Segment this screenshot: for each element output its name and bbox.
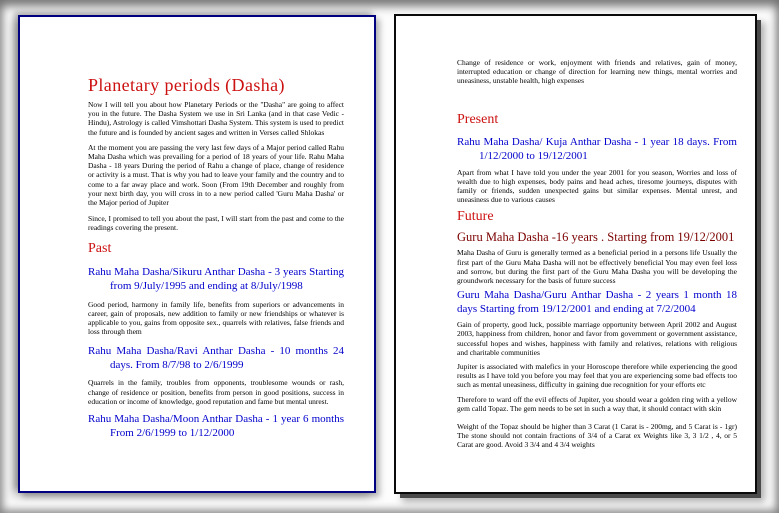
document-page-right bbox=[394, 14, 757, 494]
guru-maha-dasha-body: Maha Dasha of Guru is generally termed as a beneficial period in a persons life Usually the first part of the Guru Maha Dasha will not be effectively beneficial You may even feel loss and sorrow, but during the first part of the Guru Maha Dasha you will be developing the groundwork necessary for the basis of future success bbox=[457, 248, 737, 286]
page-title: Planetary periods (Dasha) bbox=[88, 75, 285, 95]
dasha-entry-heading: Rahu Maha Dasha/ Kuja Anthar Dasha - 1 year 18 days. From 1/12/2000 to 19/12/2001 bbox=[457, 135, 737, 162]
jupiter-malefics-paragraph: Jupiter is associated with malefics in your Horoscope therefore while experiencing the good results as I have told you before you may feel that you are experiencing some bad effects too such as mental uneasiness, difficulty in gaining due recognition for your efforts etc bbox=[457, 362, 737, 390]
dasha-entry-heading: Rahu Maha Dasha/Sikuru Anthar Dasha - 3 years Starting from 9/July/1995 and ending at 8/July/1998 bbox=[88, 265, 344, 292]
dasha-entry-body: Gain of property, good luck, possible marriage opportunity between April 2002 and August 2003, happiness from children, honor and favor from government or government assistance, successful hopes and wishes, happiness with family and relatives, relations with religious and charitable communities bbox=[457, 320, 737, 357]
document-page-left bbox=[18, 15, 376, 493]
current-period-paragraph: At the moment you are passing the very last few days of a Major period called Rahu Maha Dasha which was prevailing for a period of 18 years of your life. Rahu Maha Dasha - 18 years During the period of Rahu a change of place, change of residence or activity is a must. That is why you had to leave your family and the country and to come to a far away place and work. Soon (From 19th December and roughly from your next birth day, you will cross in to a new period called 'Guru Maha Dasha' or the Major period of Jupiter bbox=[88, 142, 344, 208]
transition-paragraph: Since, I promised to tell you about the past, I will start from the past and come to the readings covering the present. bbox=[88, 214, 344, 233]
dasha-entry-body: Change of residence or work, enjoyment with friends and relatives, gain of money, interrupted education or change of direction for learning new things, mental worries and uneasiness, unstable health, high expenses bbox=[457, 58, 737, 86]
dasha-entry-body: Apart from what I have told you under the year 2001 for you season, Worries and loss of wealth due to high expenses, body pains and head aches, tiresome journeys, disputes with family or friends, sudden unexpected gains but similar expenses. Mental unrest, and uneasiness due to various causes bbox=[457, 167, 737, 205]
guru-maha-dasha-heading: Guru Maha Dasha -16 years . Starting from 19/12/2001 bbox=[457, 230, 735, 245]
present-section-heading: Present bbox=[457, 111, 499, 127]
dasha-entry-body: Good period, harmony in family life, benefits from superiors or advancements in career, gain of proposals, new addition to family or new friendships or whatever is applicable to you, gains from opposite sex., quarrels with relatives, false friends and loss through them bbox=[88, 299, 344, 337]
dasha-entry-heading: Rahu Maha Dasha/Ravi Anthar Dasha - 10 months 24 days. From 8/7/98 to 2/6/1999 bbox=[88, 345, 344, 372]
past-section-heading: Past bbox=[88, 240, 112, 256]
intro-paragraph: Now I will tell you about how Planetary Periods or the "Dasha" are going to affect you in the future. The Dasha System we use in Sri Lanka (and in that case Vedic - Hindu), Astrology is called Vimshottari Dasha System. This system is used to predict the future and is founded by ancient sages and written in Verses called Shlokas bbox=[88, 100, 344, 137]
dasha-entry-heading: Guru Maha Dasha/Guru Anthar Dasha - 2 years 1 month 18 days Starting from 19/12/2001 and ending at 7/2/2004 bbox=[457, 289, 737, 316]
topaz-weight-paragraph: Weight of the Topaz should be higher than 3 Carat (1 Carat is - 200mg, and 5 Carat is - 1gr) The stone should not contain fractions of 3/4 of a Carat ex Weights like 3, 3 1/2 , 4, or 5 Carat are good. Avoid 3 3/4 and 4 3/4 weights bbox=[457, 422, 737, 450]
topaz-remedy-paragraph: Therefore to ward off the evil effects of Jupiter, you should wear a golden ring with a yellow gem calld Topaz. The gem needs to be set in such a way that, it should contact with skin bbox=[457, 394, 737, 413]
dasha-entry-body: Quarrels in the family, troubles from opponents, troublesome wounds or rash, change of residence or position, benefits from person in good positions, success in education or income of knowledge, good reputation and fame but mental unrest. bbox=[88, 378, 344, 406]
future-section-heading: Future bbox=[457, 209, 494, 225]
dasha-entry-heading: Rahu Maha Dasha/Moon Anthar Dasha - 1 year 6 months From 2/6/1999 to 1/12/2000 bbox=[88, 413, 344, 440]
